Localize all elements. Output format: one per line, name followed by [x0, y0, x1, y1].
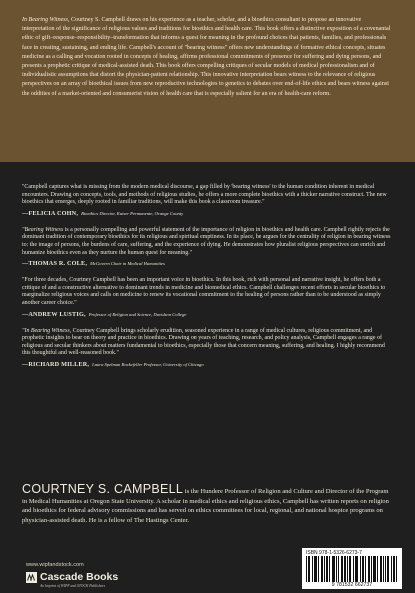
barcode-icon: [306, 556, 398, 582]
review-attribution: [22, 361, 394, 369]
description-title: In Bearing Witness,: [22, 17, 70, 23]
reviewer-name: —ANDREW LUSTIG,: [22, 310, 86, 318]
review-cohn: [22, 184, 394, 218]
publisher-name: Cascade Books: [40, 571, 119, 583]
publisher-logo: [26, 572, 118, 583]
publisher-imprint: An Imprint of WIPF and STOCK Publishers: [40, 584, 106, 588]
review-attribution: [22, 311, 394, 319]
review-attribution: [22, 260, 394, 268]
author-name: COURTNEY S. CAMPBELL: [22, 482, 184, 496]
reviewer-name: —FELICIA COHN,: [22, 209, 79, 217]
isbn-number: ISBN 978-1-5326-6273-7: [306, 550, 362, 556]
reviewer-name: —THOMAS R. COLE,: [22, 260, 88, 268]
reviews-section: [22, 184, 394, 378]
reviewer-title: McGovern Chair in Medical Humanities: [90, 261, 165, 267]
review-attribution: [22, 210, 394, 218]
barcode-digits: 9 781532 662737: [331, 582, 373, 588]
review-quote: "Bearing Witness is a personally compelling and powerful statement of the importance of religion in bioethics and health care. Campbell rightly rejects the dominant tradition of contemporary bioethics for its religious and spiritual emptiness. In its place, he argues for the centrality of religion in bearing witness to: the image of persons, the burdens of care, suffering, and the experience of dying. He demonstrates how pluralist religious perspectives can enrich and humanize bioethics even as they nurture the human quest for meaning.": [22, 226, 391, 256]
review-cole: [22, 227, 394, 268]
reviewer-title: Laura Spelman Rockefeller Professor, University of Chicago: [92, 361, 204, 367]
review-quote: "For three decades, Courtney Campbell has been an important voice in bioethics. In this book, rich with personal and narrative insight, he offers both a critique of and a constructive alternative to dominant trends in medicine and biomedical ethics. Campbell challenges recent efforts in secular bioethics to marginalize religious voices and calls on medicine to renew its vocational commitment to the healing of persons rather than to be understood as simply another career choice.": [22, 277, 386, 306]
review-miller: [22, 328, 394, 369]
author-bio: [22, 482, 392, 525]
review-quote: "In Bearing Witness, Courtney Campbell brings scholarly erudition, seasoned experience in a range of medical cultures, religious commitment, and prophetic insights to bear on theory and practice in bioethics. Drawing on years of teaching, research, and policy analysis, Campbell engages a range of religious and secular thinkers about matters fundamental to bioethics, especially those that concern meaning, suffering, and healing. I highly recommend this thoughtful and well-reasoned book.": [22, 327, 385, 357]
reviewer-title: Bioethics Director, Kaiser Permanente, Orange County: [81, 210, 184, 216]
bio-text: is the Hundere Professor of Religion and Culture and Director of the Program in Medical Humanities at Oregon State University. A scholar in medical ethics and religious ethics, Campbell has written reports on religion and bioethics for federal advisory commissions and has served on ethics committees for local, regional, and national hospice programs on physician-assisted death. He is a fellow of The Hastings Center.: [22, 488, 389, 524]
cascade-logo-icon: [26, 572, 37, 583]
isbn-barcode: [302, 548, 402, 589]
publisher-website: www.wipfandstock.com: [26, 562, 84, 568]
review-lustig: [22, 277, 394, 318]
book-description: [22, 16, 394, 99]
review-quote: "Campbell captures what is missing from the modern medical discourse, a gap filled by 'bearing witness' to the human condition inherent in medical encounters. Drawing on concepts, tools, and methods of religious studies, he offers a more complete bioethics with a thicker narrative construct. The new bioethics that emerges, deeply rooted in familiar traditions, will make this book a classroom treasure.": [22, 184, 387, 206]
reviewer-title: Professor of Religion and Science, Davidson College: [88, 311, 187, 317]
reviewer-name: —RICHARD MILLER,: [22, 360, 90, 368]
description-text: Courtney S. Campbell draws on his experience as a teacher, scholar, and a bioethics consultant to propose an innovative interpretation of the significance of religious values and traditions for bioethics and health care. This book offers a distinctive exposition of a covenantal ethic of gift–response–responsibility–transformation that informs a quest for meaning in the profound choices that patients, families, and professionals face in creating, sustaining, and ending life. Campbell's account of "bearing witness" offers new understandings of formative ethical concepts, situates medicine as a calling and vocation rooted in concepts of healing, affirms professional commitments of presence for suffering and dying persons, and presents a prophetic critique of medical-assisted death. This book offers compelling critiques of secular models of medical professionalism and of individualistic assumptions that distort the physician-patient relationship. This innovative interpretation bears witness to the relevance of religious perspectives on an array of bioethical issues from new reproductive technologies to genetics to debates over end-of-life ethics and bears witness against the oddities of a market-oriented and consumerist vision of health care that is especially salient for an era of health-care reform.: [22, 17, 391, 97]
